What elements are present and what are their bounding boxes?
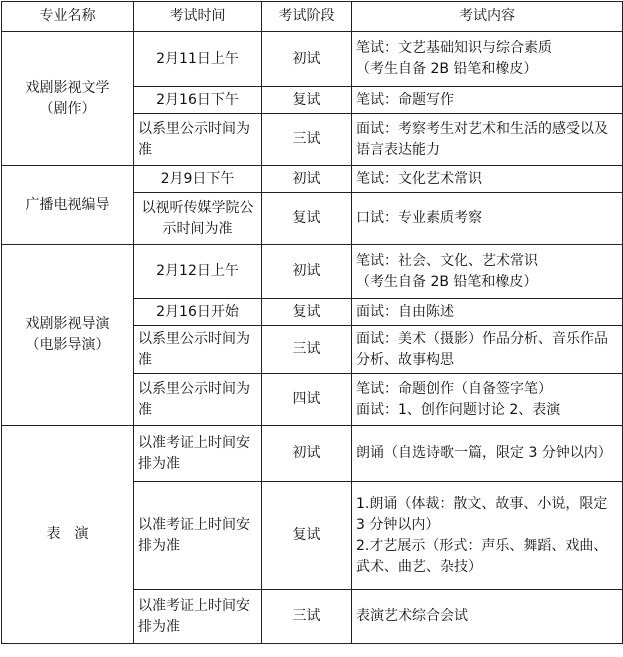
major-cell: 戏剧影视文学 （剧作） — [2, 32, 134, 166]
stage-cell: 初试 — [262, 245, 352, 299]
stage-cell: 初试 — [262, 32, 352, 87]
table-row — [2, 426, 623, 482]
content-cell: 笔试：命题写作 — [352, 87, 623, 114]
content-cell: 口试：专业素质考察 — [352, 193, 623, 245]
time-cell: 以系里公示时间为准 — [134, 374, 262, 426]
stage-cell: 初试 — [262, 426, 352, 482]
content-cell: 面试：自由陈述 — [352, 299, 623, 326]
stage-cell: 四试 — [262, 374, 352, 426]
exam-schedule-table — [1, 1, 623, 644]
content-cell: 笔试：社会、文化、艺术常识 （考生自备 2B 铅笔和橡皮） — [352, 245, 623, 299]
time-cell: 以系里公示时间为准 — [134, 114, 262, 166]
content-cell: 笔试：文艺基础知识与综合素质 （考生自备 2B 铅笔和橡皮） — [352, 32, 623, 87]
content-cell: 表演艺术综合会试 — [352, 590, 623, 644]
table-row — [2, 245, 623, 299]
stage-cell: 复试 — [262, 193, 352, 245]
time-cell: 2月16日开始 — [134, 299, 262, 326]
time-cell: 以准考证上时间安排为准 — [134, 482, 262, 590]
time-cell: 以准考证上时间安排为准 — [134, 590, 262, 644]
time-cell: 以系里公示时间为准 — [134, 326, 262, 374]
header-row — [2, 2, 623, 32]
stage-cell: 三试 — [262, 590, 352, 644]
time-cell: 2月11日上午 — [134, 32, 262, 87]
content-cell: 笔试：命题创作（自备签字笔） 面试：1、创作问题讨论 2、表演 — [352, 374, 623, 426]
table-row — [2, 32, 623, 87]
major-cell: 广播电视编导 — [2, 166, 134, 245]
major-cell: 戏剧影视导演 （电影导演） — [2, 245, 134, 426]
stage-cell: 复试 — [262, 87, 352, 114]
time-cell: 以准考证上时间安排为准 — [134, 426, 262, 482]
time-cell: 以视听传媒学院公示时间为准 — [134, 193, 262, 245]
time-cell: 2月12日上午 — [134, 245, 262, 299]
content-cell: 面试：美术（摄影）作品分析、音乐作品分析、故事构思 — [352, 326, 623, 374]
header-content: 考试内容 — [352, 2, 623, 32]
stage-cell: 三试 — [262, 114, 352, 166]
time-cell: 2月16日下午 — [134, 87, 262, 114]
header-stage: 考试阶段 — [262, 2, 352, 32]
stage-cell: 初试 — [262, 166, 352, 193]
stage-cell: 三试 — [262, 326, 352, 374]
content-cell: 面试：考察考生对艺术和生活的感受以及语言表达能力 — [352, 114, 623, 166]
table-row — [2, 166, 623, 193]
major-cell: 表 演 — [2, 426, 134, 644]
content-cell: 朗诵（自选诗歌一篇，限定 3 分钟以内） — [352, 426, 623, 482]
header-time: 考试时间 — [134, 2, 262, 32]
time-cell: 2月9日下午 — [134, 166, 262, 193]
header-major: 专业名称 — [2, 2, 134, 32]
stage-cell: 复试 — [262, 482, 352, 590]
content-cell: 笔试：文化艺术常识 — [352, 166, 623, 193]
content-cell: 1.朗诵（体裁：散文、故事、小说，限定 3 分钟以内） 2.才艺展示（形式：声乐、舞蹈、戏曲、武术、曲艺、杂技） — [352, 482, 623, 590]
stage-cell: 复试 — [262, 299, 352, 326]
